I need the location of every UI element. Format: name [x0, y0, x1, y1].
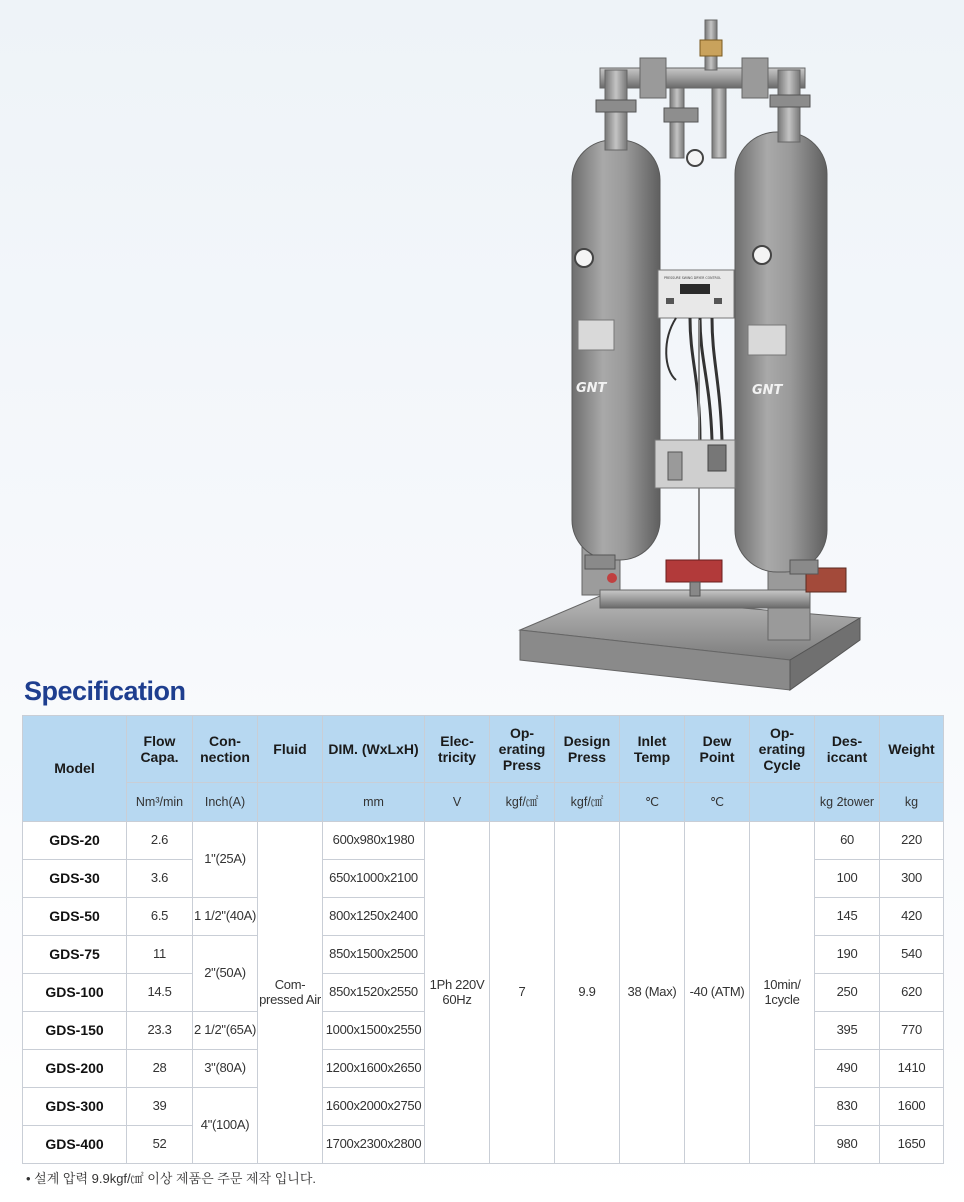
cell-model: GDS-30 [23, 860, 127, 898]
cell-dimension: 1700x2300x2800 [323, 1126, 425, 1164]
cell-flow: 39 [127, 1088, 193, 1126]
cell-connection: 3"(80A) [193, 1050, 258, 1088]
cell-desiccant: 490 [815, 1050, 880, 1088]
cell-fluid: Com- pressed Air [258, 822, 323, 1164]
cell-dimension: 850x1500x2500 [323, 936, 425, 974]
cell-dew-point: -40 (ATM) [685, 822, 750, 1164]
cell-desiccant: 100 [815, 860, 880, 898]
cell-flow: 23.3 [127, 1012, 193, 1050]
cell-desiccant: 145 [815, 898, 880, 936]
cell-flow: 11 [127, 936, 193, 974]
cell-desiccant: 190 [815, 936, 880, 974]
cell-weight: 1410 [880, 1050, 944, 1088]
section-title: Specification [24, 676, 186, 706]
unit-operating-cycle [750, 783, 815, 822]
unit-dew-point: ℃ [685, 783, 750, 822]
cell-flow: 28 [127, 1050, 193, 1088]
cell-model: GDS-300 [23, 1088, 127, 1126]
brand-logo-right: GNT [752, 383, 783, 398]
header-inlet-temp: Inlet Temp [620, 716, 685, 783]
cell-operating-cycle: 10min/ 1cycle [750, 822, 815, 1164]
table-row [23, 822, 944, 860]
cell-model: GDS-150 [23, 1012, 127, 1050]
cell-flow: 2.6 [127, 822, 193, 860]
header-model: Model [23, 716, 127, 822]
unit-weight: kg [880, 783, 944, 822]
cell-model: GDS-400 [23, 1126, 127, 1164]
cell-design-press: 9.9 [555, 822, 620, 1164]
specification-table [22, 715, 944, 1164]
cell-model: GDS-200 [23, 1050, 127, 1088]
control-panel-label: PRESSURE SWING DRYER CONTROL [664, 276, 721, 280]
unit-dimension: mm [323, 783, 425, 822]
cell-desiccant: 60 [815, 822, 880, 860]
unit-fluid [258, 783, 323, 822]
cell-connection: 2"(50A) [193, 936, 258, 1012]
cell-electricity: 1Ph 220V 60Hz [425, 822, 490, 1164]
cell-dimension: 1000x1500x2550 [323, 1012, 425, 1050]
cell-connection: 4"(100A) [193, 1088, 258, 1164]
cell-model: GDS-100 [23, 974, 127, 1012]
cell-operating-press: 7 [490, 822, 555, 1164]
header-flow-capa: Flow Capa. [127, 716, 193, 783]
cell-model: GDS-20 [23, 822, 127, 860]
header-desiccant: Des- iccant [815, 716, 880, 783]
cell-weight: 770 [880, 1012, 944, 1050]
header-electricity: Elec- tricity [425, 716, 490, 783]
cell-dimension: 850x1520x2550 [323, 974, 425, 1012]
header-operating-press: Op- erating Press [490, 716, 555, 783]
unit-inlet-temp: ℃ [620, 783, 685, 822]
cell-dimension: 600x980x1980 [323, 822, 425, 860]
header-fluid: Fluid [258, 716, 323, 783]
cell-connection: 1"(25A) [193, 822, 258, 898]
unit-electricity: V [425, 783, 490, 822]
brand-logo-left: GNT [576, 381, 607, 396]
header-weight: Weight [880, 716, 944, 783]
unit-design-press: kgf/㎠ [555, 783, 620, 822]
cell-model: GDS-50 [23, 898, 127, 936]
cell-desiccant: 395 [815, 1012, 880, 1050]
cell-dimension: 800x1250x2400 [323, 898, 425, 936]
unit-operating-press: kgf/㎠ [490, 783, 555, 822]
cell-desiccant: 830 [815, 1088, 880, 1126]
unit-connection: Inch(A) [193, 783, 258, 822]
cell-desiccant: 250 [815, 974, 880, 1012]
cell-connection: 1 1/2"(40A) [193, 898, 258, 936]
header-design-press: Design Press [555, 716, 620, 783]
unit-desiccant: kg 2tower [815, 783, 880, 822]
cell-weight: 1600 [880, 1088, 944, 1126]
footnote: • 설계 압력 9.9kgf/㎠ 이상 제품은 주문 제작 입니다. [26, 1171, 317, 1186]
unit-flow-capa: Nm³/min [127, 783, 193, 822]
cell-flow: 14.5 [127, 974, 193, 1012]
cell-weight: 220 [880, 822, 944, 860]
header-connection: Con- nection [193, 716, 258, 783]
cell-dimension: 650x1000x2100 [323, 860, 425, 898]
header-dimension: DIM. (WxLxH) [323, 716, 425, 783]
cell-weight: 420 [880, 898, 944, 936]
cell-inlet-temp: 38 (Max) [620, 822, 685, 1164]
header-operating-cycle: Op- erating Cycle [750, 716, 815, 783]
cell-desiccant: 980 [815, 1126, 880, 1164]
cell-connection: 2 1/2"(65A) [193, 1012, 258, 1050]
cell-weight: 540 [880, 936, 944, 974]
cell-weight: 620 [880, 974, 944, 1012]
cell-model: GDS-75 [23, 936, 127, 974]
cell-flow: 52 [127, 1126, 193, 1164]
cell-dimension: 1600x2000x2750 [323, 1088, 425, 1126]
cell-flow: 6.5 [127, 898, 193, 936]
cell-weight: 300 [880, 860, 944, 898]
cell-weight: 1650 [880, 1126, 944, 1164]
cell-dimension: 1200x1600x2650 [323, 1050, 425, 1088]
header-dew-point: Dew Point [685, 716, 750, 783]
cell-flow: 3.6 [127, 860, 193, 898]
header-row [23, 716, 944, 783]
unit-row [23, 783, 944, 822]
